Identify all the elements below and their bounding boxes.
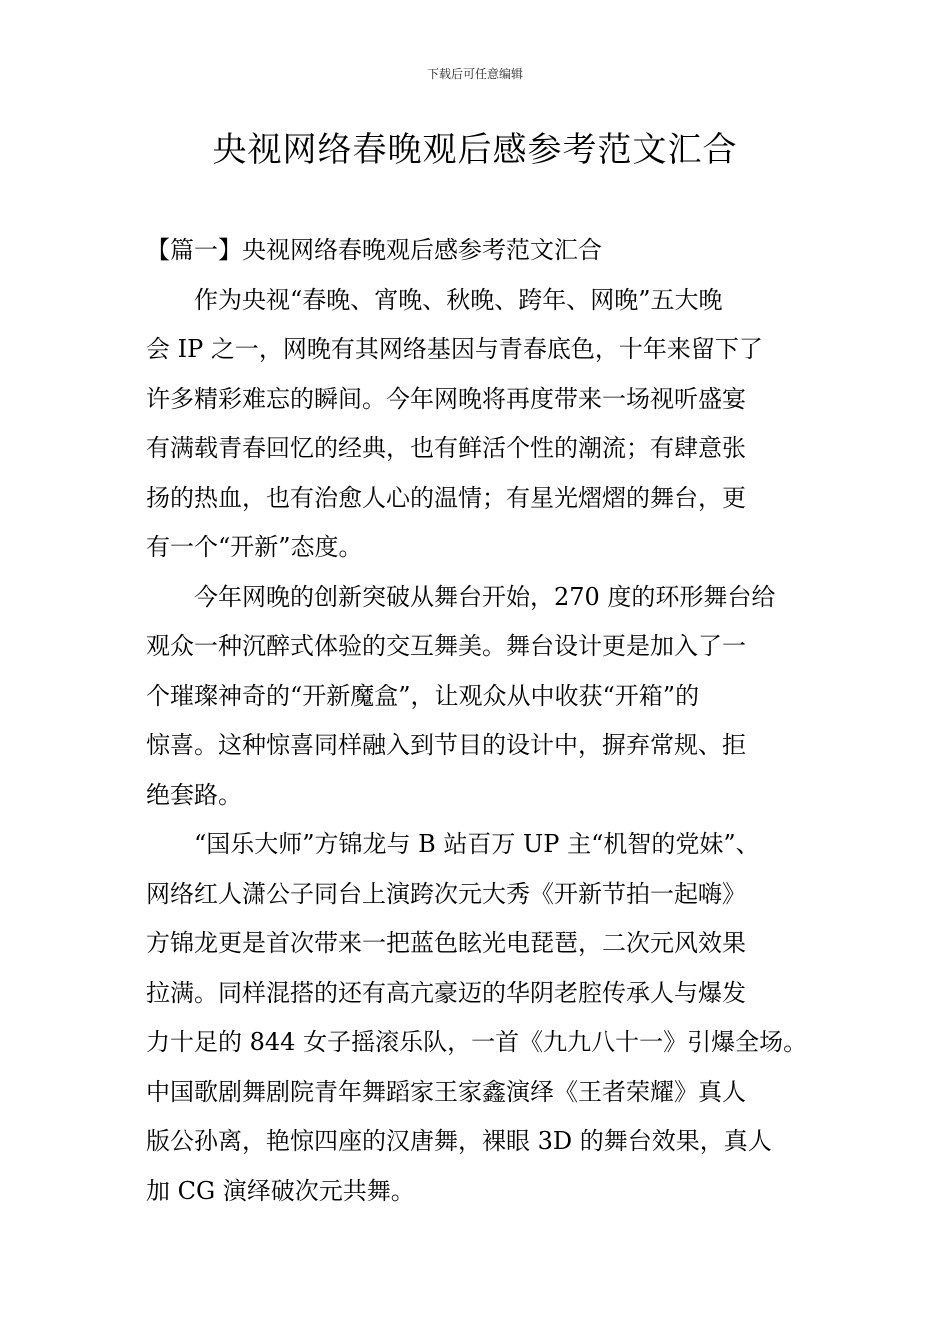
paragraph-line: 力十足的 844 女子摇滚乐队，一首《九九八十一》引爆全场。: [146, 1028, 808, 1056]
paragraph-line: 有满载青春回忆的经典，也有鲜活个性的潮流；有肆意张: [146, 434, 746, 462]
paragraph-1: [146, 276, 816, 573]
document-title: 央视网络春晚观后感参考范文汇合: [212, 130, 738, 170]
header-note: 下载后可任意编辑: [426, 67, 523, 81]
paragraph-line: 观众一种沉醉式体验的交互舞美。舞台设计更是加入了一: [146, 632, 746, 660]
paragraph-line: 版公孙离，艳惊四座的汉唐舞，裸眼 3D 的舞台效果，真人: [146, 1127, 772, 1155]
paragraph-line: 惊喜。这种惊喜同样融入到节目的设计中，摒弃常规、拒: [146, 731, 746, 759]
paragraph-line: 会 IP 之一，网晚有其网络基因与青春底色，十年来留下了: [146, 335, 763, 363]
paragraph-3: [146, 820, 816, 1216]
section-heading: 【篇一】央视网络春晚观后感参考范文汇合: [146, 236, 602, 264]
paragraph-line: “国乐大师”方锦龙与 B 站百万 UP 主“机智的党妹”、: [194, 830, 760, 858]
paragraph-line: 有一个“开新”态度。: [146, 533, 363, 561]
paragraph-line: 许多精彩难忘的瞬间。今年网晚将再度带来一场视听盛宴: [146, 384, 746, 413]
paragraph-line: 绝套路。: [146, 780, 242, 809]
paragraph-line: 作为央视“春晚、宵晚、秋晚、跨年、网晚”五大晚: [194, 285, 723, 314]
paragraph-line: 个璀璨神奇的“开新魔盒”，让观众从中收获“开箱”的: [146, 681, 700, 710]
document-body: [146, 226, 816, 1216]
paragraph-line: 扬的热血，也有治愈人心的温情；有星光熠熠的舞台，更: [146, 483, 746, 512]
paragraph-line: 方锦龙更是首次带来一把蓝色眩光电琵琶，二次元风效果: [146, 929, 746, 957]
paragraph-line: 网络红人潇公子同台上演跨次元大秀《开新节拍一起嗨》: [146, 879, 746, 908]
paragraph-2: [146, 573, 816, 821]
paragraph-line: 拉满。同样混搭的还有高亢豪迈的华阴老腔传承人与爆发: [146, 978, 746, 1007]
paragraph-line: 中国歌剧舞剧院青年舞蹈家王家鑫演绎《王者荣耀》真人: [146, 1077, 746, 1106]
paragraph-line: 今年网晚的创新突破从舞台开始，270 度的环形舞台给: [194, 582, 776, 611]
paragraph-line: 加 CG 演绎破次元共舞。: [146, 1176, 415, 1205]
